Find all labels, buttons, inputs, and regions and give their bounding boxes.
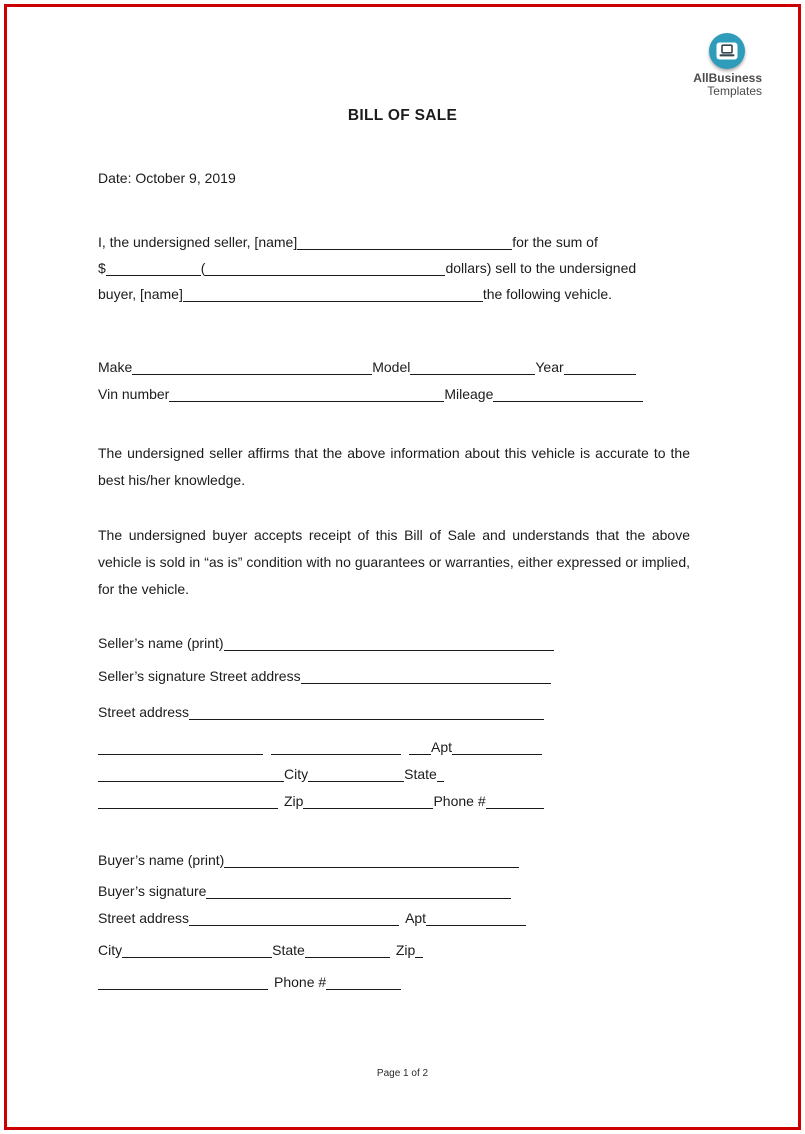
seller-zip-label: Zip — [284, 793, 304, 809]
seller-apt-label: Apt — [431, 739, 453, 755]
blank-line — [183, 287, 483, 302]
seller-affirmation-paragraph: The undersigned seller affirms that the above information about this vehicle is accurate to the best his/her knowledge. — [98, 445, 690, 488]
buyer-section — [98, 847, 758, 996]
intro-line-1 — [98, 229, 758, 255]
brand-name-line1: AllBusiness — [693, 71, 762, 85]
intro-seller-label: I, the undersigned seller, [name] — [98, 234, 298, 250]
brand-name-line2: Templates — [707, 84, 762, 98]
seller-city-label: City — [284, 766, 309, 782]
buyer-city-state-zip-row — [98, 937, 758, 964]
seller-phone-label: Phone # — [433, 793, 486, 809]
intro-dollars-label: dollars) sell to the undersigned — [445, 260, 637, 276]
blank-line — [564, 360, 636, 375]
make-model-year-row — [98, 354, 758, 381]
blank-line — [189, 705, 544, 720]
blank-line — [297, 235, 512, 250]
laptop-icon — [709, 33, 745, 69]
blank-line — [303, 794, 433, 809]
blank-line — [132, 360, 372, 375]
blank-line — [308, 767, 404, 782]
blank-line — [452, 740, 542, 755]
buyer-city-label: City — [98, 942, 123, 958]
buyer-street-label: Street address — [98, 910, 190, 926]
date-line: Date: October 9, 2019 — [98, 170, 236, 186]
seller-name-label: Seller’s name (print) — [98, 635, 224, 651]
mileage-label: Mileage — [444, 386, 494, 402]
intro-line-3 — [98, 281, 758, 307]
intro-buyer-label: buyer, [name] — [98, 286, 183, 302]
buyer-acceptance-paragraph: The undersigned buyer accepts receipt of this Bill of Sale and understands that the above vehicle is sold in “as is” condition with no guarantees or warranties, either expressed or implied, for the vehicle. — [98, 527, 690, 597]
blank-line — [271, 740, 401, 755]
year-label: Year — [535, 359, 564, 375]
intro-line-2 — [98, 255, 758, 281]
brand-name — [692, 72, 762, 98]
blank-line — [410, 360, 535, 375]
blank-line — [169, 387, 444, 402]
buyer-zip-label: Zip — [395, 942, 416, 958]
blank-line — [98, 740, 263, 755]
seller-signature-row — [98, 663, 758, 690]
vin-label: Vin number — [98, 386, 170, 402]
blank-line — [486, 794, 544, 809]
blank-line — [326, 975, 401, 990]
document-body — [7, 169, 798, 996]
buyer-phone-row — [98, 969, 758, 996]
buyer-apt-label: Apt — [405, 910, 427, 926]
seller-section — [98, 630, 758, 815]
blank-line — [493, 387, 643, 402]
brand-logo — [692, 33, 762, 98]
vin-mileage-row — [98, 381, 758, 408]
seller-city-state-row — [98, 761, 758, 788]
blank-line — [301, 669, 551, 684]
blank-line — [415, 943, 423, 958]
blank-line — [224, 636, 554, 651]
buyer-name-label: Buyer’s name (print) — [98, 852, 225, 868]
blank-line — [426, 911, 526, 926]
buyer-state-label: State — [272, 942, 305, 958]
intro-vehicle-label: the following vehicle. — [482, 286, 613, 302]
seller-state-label: State — [404, 766, 437, 782]
blank-line — [224, 853, 519, 868]
vehicle-info-section — [98, 354, 758, 408]
page-title: BILL OF SALE — [347, 107, 458, 124]
laptop-glyph — [716, 42, 738, 60]
blank-line — [409, 740, 431, 755]
blank-line — [98, 767, 284, 782]
buyer-phone-label: Phone # — [274, 974, 327, 990]
blank-line — [305, 943, 390, 958]
seller-street-label: Street address — [98, 704, 190, 720]
dollar-sign: $ — [98, 260, 106, 276]
document-page — [4, 4, 801, 1130]
blank-line — [98, 794, 278, 809]
intro-sum-label: for the sum of — [512, 234, 598, 250]
seller-signature-label: Seller’s signature — [98, 668, 206, 684]
make-label: Make — [98, 359, 133, 375]
seller-name-row — [98, 630, 758, 657]
blank-line — [98, 975, 268, 990]
buyer-signature-label: Buyer’s signature — [98, 883, 207, 899]
page-number: Page 1 of 2 — [376, 1068, 429, 1079]
buyer-signature-row — [98, 878, 758, 905]
buyer-name-row — [98, 847, 758, 874]
blank-line — [437, 767, 444, 782]
seller-apt-row — [98, 734, 758, 761]
blank-line — [189, 911, 399, 926]
model-label: Model — [372, 359, 411, 375]
blank-line — [205, 261, 445, 276]
seller-street-row — [98, 699, 758, 726]
blank-line — [206, 884, 511, 899]
blank-line — [106, 261, 201, 276]
open-paren: ( — [200, 260, 206, 276]
seller-zip-phone-row — [98, 788, 758, 815]
seller-signature-street-label: Street address — [209, 668, 301, 684]
buyer-street-row — [98, 905, 758, 932]
blank-line — [122, 943, 272, 958]
intro-paragraph — [98, 229, 758, 307]
